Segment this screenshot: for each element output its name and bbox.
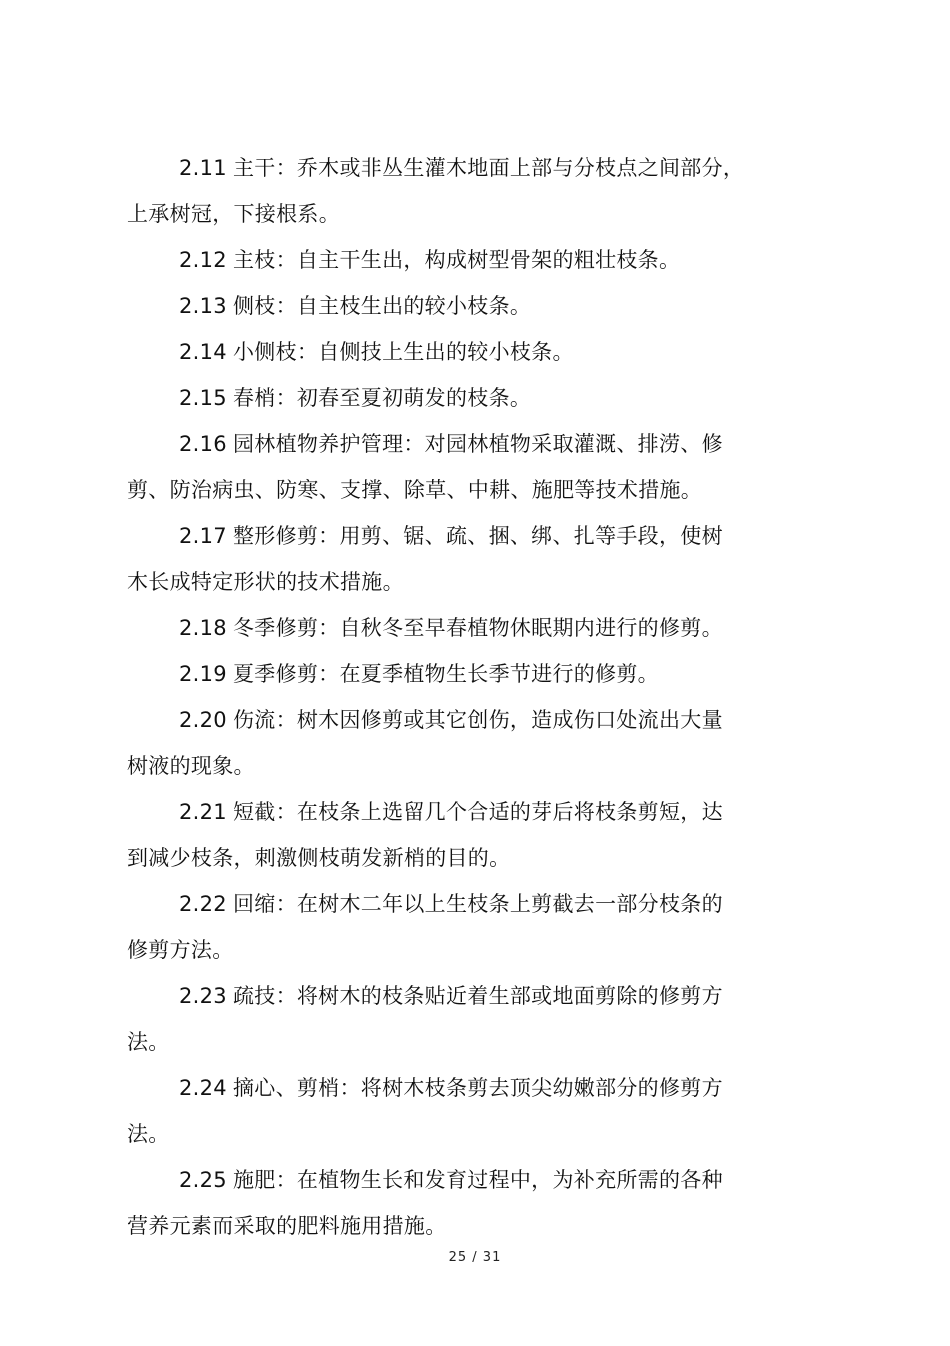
- definition-2-21: [127, 789, 767, 881]
- entry-text-continued: 修剪方法。: [127, 938, 234, 962]
- entry-text: 春梢：初春至夏初萌发的枝条。: [232, 386, 532, 410]
- entry-text: 小侧枝：自侧技上生出的较小枝条。: [232, 340, 574, 364]
- entry-number: 2.23: [179, 984, 227, 1008]
- definition-2-14: [127, 329, 767, 375]
- entry-number: 2.13: [179, 294, 227, 318]
- entry-number: 2.21: [179, 800, 227, 824]
- entry-text-continued: 到减少枝条，刺激侧枝萌发新梢的目的。: [127, 846, 511, 870]
- definition-2-11: [127, 145, 767, 237]
- entry-text-continued: 木长成特定形状的技术措施。: [127, 570, 404, 594]
- definition-2-20: [127, 697, 767, 789]
- definition-2-17: [127, 513, 767, 605]
- entry-text: 夏季修剪：在夏季植物生长季节进行的修剪。: [232, 662, 659, 686]
- entry-number: 2.12: [179, 248, 227, 272]
- entry-text-continued: 法。: [127, 1030, 170, 1054]
- definitions-list: [127, 145, 767, 1249]
- entry-text: 短截：在枝条上选留几个合适的芽后将枝条剪短，达: [232, 800, 723, 824]
- definition-2-18: [127, 605, 767, 651]
- entry-text: 冬季修剪：自秋冬至早春植物休眠期内进行的修剪。: [232, 616, 723, 640]
- entry-text: 施肥：在植物生长和发育过程中，为补充所需的各种: [232, 1168, 723, 1192]
- entry-number: 2.14: [179, 340, 227, 364]
- definition-2-16: [127, 421, 767, 513]
- entry-text-continued: 营养元素而采取的肥料施用措施。: [127, 1214, 447, 1238]
- entry-text: 回缩：在树木二年以上生枝条上剪截去一部分枝条的: [232, 892, 723, 916]
- entry-number: 2.24: [179, 1076, 227, 1100]
- entry-number: 2.20: [179, 708, 227, 732]
- definition-2-24: [127, 1065, 767, 1157]
- definition-2-19: [127, 651, 767, 697]
- definition-2-23: [127, 973, 767, 1065]
- definition-2-25: [127, 1157, 767, 1249]
- definition-2-13: [127, 283, 767, 329]
- entry-number: 2.15: [179, 386, 227, 410]
- entry-number: 2.17: [179, 524, 227, 548]
- entry-text: 摘心、剪梢：将树木枝条剪去顶尖幼嫩部分的修剪方: [232, 1076, 723, 1100]
- definition-2-22: [127, 881, 767, 973]
- definition-2-12: [127, 237, 767, 283]
- entry-number: 2.19: [179, 662, 227, 686]
- entry-text-continued: 上承树冠，下接根系。: [127, 202, 340, 226]
- entry-number: 2.18: [179, 616, 227, 640]
- entry-number: 2.25: [179, 1168, 227, 1192]
- entry-text: 整形修剪：用剪、锯、疏、捆、绑、扎等手段，使树: [232, 524, 723, 548]
- entry-text-continued: 树液的现象。: [127, 754, 255, 778]
- entry-text: 伤流：树木因修剪或其它创伤，造成伤口处流出大量: [232, 708, 723, 732]
- page-number: 25 / 31: [448, 1250, 502, 1265]
- entry-text-continued: 剪、防治病虫、防寒、支撑、除草、中耕、施肥等技术措施。: [127, 478, 703, 502]
- entry-text: 主枝：自主干生出，构成树型骨架的粗壮枝条。: [232, 248, 681, 272]
- entry-number: 2.22: [179, 892, 227, 916]
- entry-number: 2.16: [179, 432, 227, 456]
- entry-text: 主干：乔木或非丛生灌木地面上部与分枝点之间部分，: [232, 156, 745, 180]
- entry-text: 侧枝：自主枝生出的较小枝条。: [232, 294, 532, 318]
- entry-text: 疏技：将树木的枝条贴近着生部或地面剪除的修剪方: [232, 984, 723, 1008]
- entry-number: 2.11: [179, 156, 227, 180]
- entry-text: 园林植物养护管理：对园林植物采取灌溉、排涝、修: [232, 432, 723, 456]
- entry-text-continued: 法。: [127, 1122, 170, 1146]
- definition-2-15: [127, 375, 767, 421]
